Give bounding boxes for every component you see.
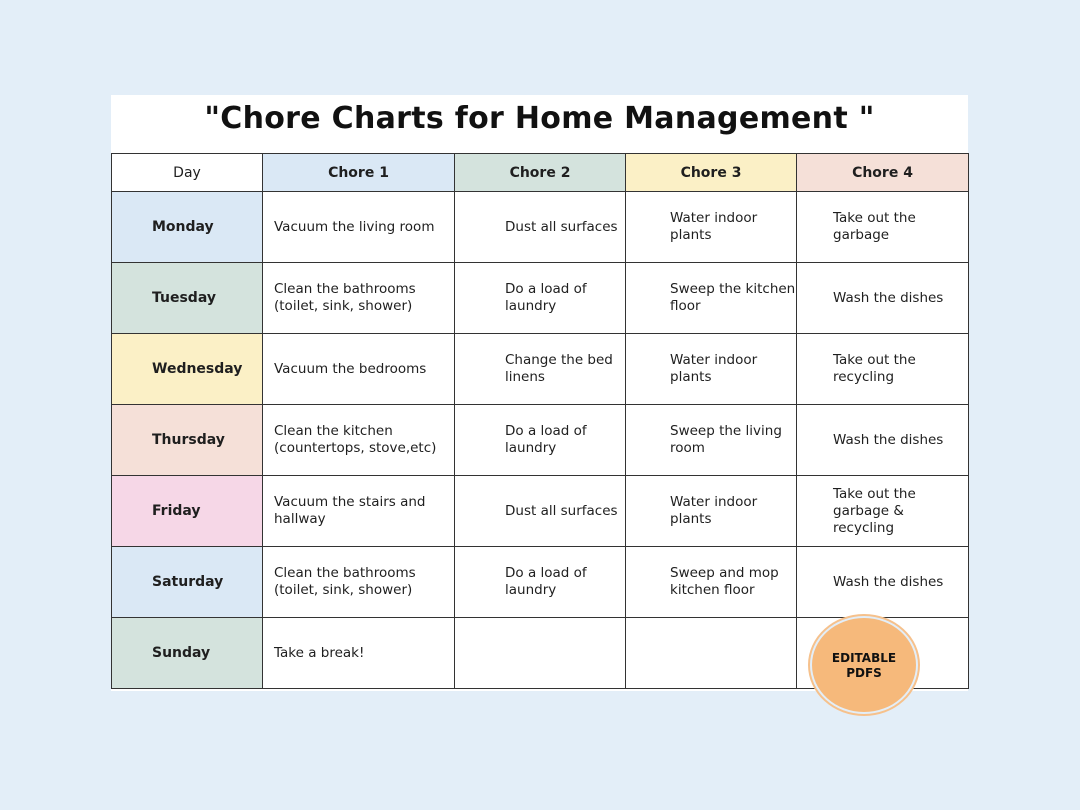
header-chore-2: Chore 2: [455, 154, 626, 192]
day-cell: Wednesday: [112, 334, 263, 405]
chore-cell[interactable]: Wash the dishes: [797, 263, 969, 334]
chore-cell[interactable]: Wash the dishes: [797, 405, 969, 476]
day-cell: Sunday: [112, 618, 263, 689]
chore-cell[interactable]: Take out the recycling: [797, 334, 969, 405]
chore-cell[interactable]: Take out the garbage: [797, 192, 969, 263]
table-row: [112, 263, 969, 334]
chore-table: [111, 153, 969, 689]
chore-cell[interactable]: Clean the bathrooms (toilet, sink, shower): [263, 263, 455, 334]
chore-cell[interactable]: Vacuum the bedrooms: [263, 334, 455, 405]
day-cell: Monday: [112, 192, 263, 263]
chore-cell[interactable]: Do a load of laundry: [455, 405, 626, 476]
header-chore-1: Chore 1: [263, 154, 455, 192]
chore-cell[interactable]: Sweep the kitchen floor: [626, 263, 797, 334]
table-row: [112, 334, 969, 405]
table-row: [112, 547, 969, 618]
day-cell: Saturday: [112, 547, 263, 618]
day-cell: Thursday: [112, 405, 263, 476]
chore-cell[interactable]: Change the bed linens: [455, 334, 626, 405]
table-row: [112, 405, 969, 476]
chore-cell[interactable]: [626, 618, 797, 689]
chore-cell[interactable]: Dust all surfaces: [455, 192, 626, 263]
header-day: Day: [112, 154, 263, 192]
badge-line-2: PDFS: [846, 666, 882, 680]
chore-cell[interactable]: Do a load of laundry: [455, 263, 626, 334]
header-chore-4: Chore 4: [797, 154, 969, 192]
chore-cell[interactable]: Sweep the living room: [626, 405, 797, 476]
table-row: [112, 192, 969, 263]
chore-cell[interactable]: Wash the dishes: [797, 547, 969, 618]
chore-cell[interactable]: Sweep and mop kitchen floor: [626, 547, 797, 618]
header-chore-3: Chore 3: [626, 154, 797, 192]
chore-cell[interactable]: Water indoor plants: [626, 334, 797, 405]
day-cell: Friday: [112, 476, 263, 547]
chore-cell[interactable]: Water indoor plants: [626, 192, 797, 263]
day-cell: Tuesday: [112, 263, 263, 334]
table-row: [112, 476, 969, 547]
chore-cell[interactable]: Take out the garbage & recycling: [797, 476, 969, 547]
chore-cell[interactable]: Vacuum the living room: [263, 192, 455, 263]
chore-cell[interactable]: Dust all surfaces: [455, 476, 626, 547]
chore-cell[interactable]: Take a break!: [263, 618, 455, 689]
table-header-row: [112, 154, 969, 192]
chore-cell[interactable]: Vacuum the stairs and hallway: [263, 476, 455, 547]
chore-cell[interactable]: Do a load of laundry: [455, 547, 626, 618]
chore-cell[interactable]: Water indoor plants: [626, 476, 797, 547]
editable-pdfs-badge: [812, 618, 916, 712]
chore-cell[interactable]: Clean the bathrooms (toilet, sink, shower): [263, 547, 455, 618]
badge-line-1: EDITABLE: [831, 651, 897, 665]
chore-cell[interactable]: Clean the kitchen (countertops, stove,etc): [263, 405, 455, 476]
chore-cell[interactable]: [455, 618, 626, 689]
chart-title: "Chore Charts for Home Management ": [204, 101, 875, 136]
chore-chart-sheet: [111, 95, 968, 691]
